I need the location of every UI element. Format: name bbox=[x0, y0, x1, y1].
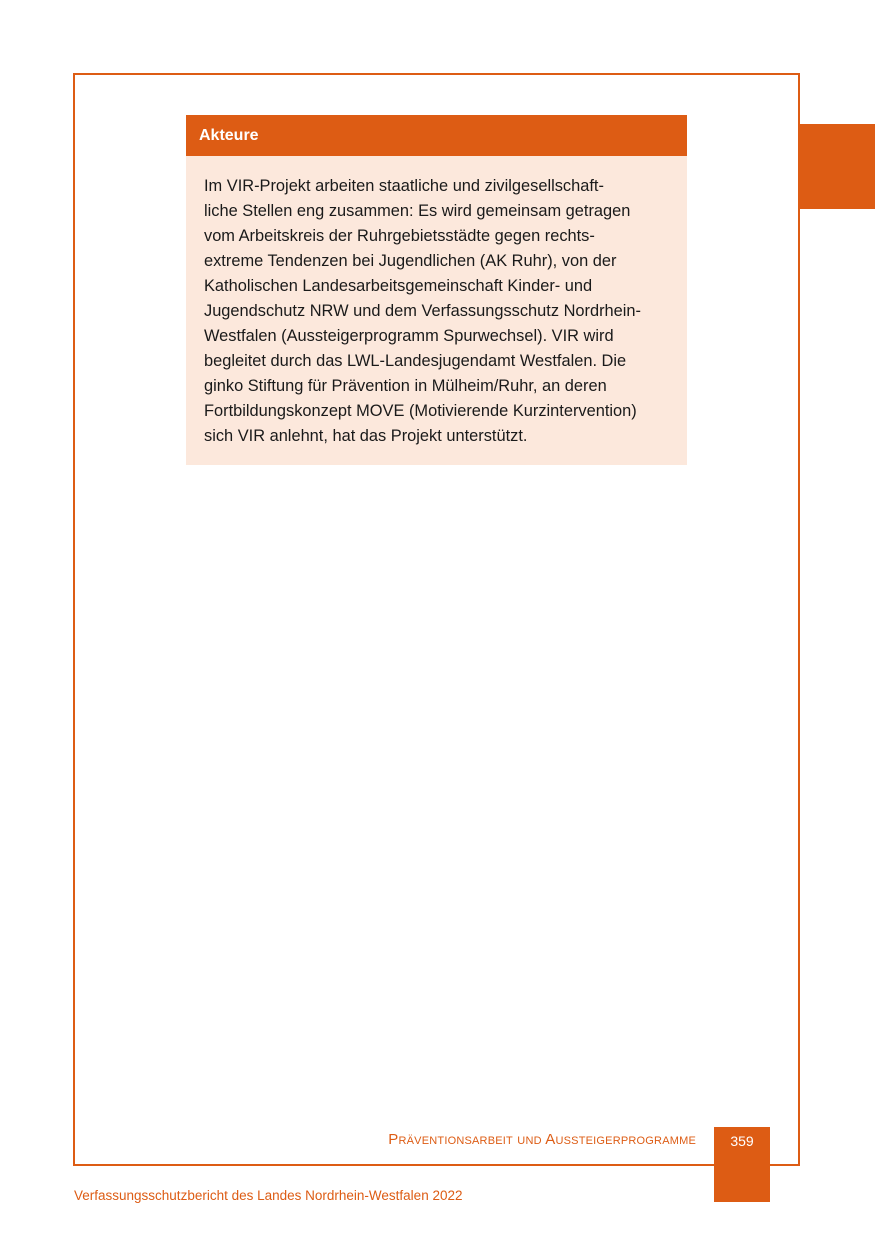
page-number: 359 bbox=[730, 1133, 754, 1149]
info-box-line: begleitet durch das LWL-Landesjugendamt Westfalen. Die bbox=[204, 352, 627, 370]
publication-footer: Verfassungsschutzbericht des Landes Nordrhein-Westfalen 2022 bbox=[74, 1188, 463, 1203]
info-box-line: vom Arbeitskreis der Ruhrgebietsstädte gegen rechts- bbox=[204, 227, 595, 245]
info-box-line: liche Stellen eng zusammen: Es wird gemeinsam getragen bbox=[204, 202, 631, 220]
info-box-line: Im VIR-Projekt arbeiten staatliche und zivilgesellschaft- bbox=[204, 177, 604, 195]
info-box-line: Katholischen Landesarbeitsgemeinschaft Kinder- und bbox=[204, 277, 593, 295]
info-box-heading: Akteure bbox=[186, 115, 687, 156]
page-number-block bbox=[714, 1127, 770, 1202]
info-box-line: Jugendschutz NRW und dem Verfassungsschutz Nordrhein- bbox=[204, 302, 642, 320]
info-box-line: sich VIR anlehnt, hat das Projekt unterstützt. bbox=[204, 427, 528, 445]
info-box-line: Westfalen (Aussteigerprogramm Spurwechsel). VIR wird bbox=[204, 327, 614, 345]
info-box-line: extreme Tendenzen bei Jugendlichen (AK Ruhr), von der bbox=[204, 252, 617, 270]
info-box-line: ginko Stiftung für Prävention in Mülheim/Ruhr, an deren bbox=[204, 377, 607, 395]
actors-info-box bbox=[186, 115, 687, 465]
info-box-body bbox=[186, 156, 687, 449]
info-box-line: Fortbildungskonzept MOVE (Motivierende Kurzintervention) bbox=[204, 402, 637, 420]
chapter-title: Präventionsarbeit und Aussteigerprogramme bbox=[388, 1131, 696, 1148]
chapter-side-tab bbox=[799, 124, 875, 209]
